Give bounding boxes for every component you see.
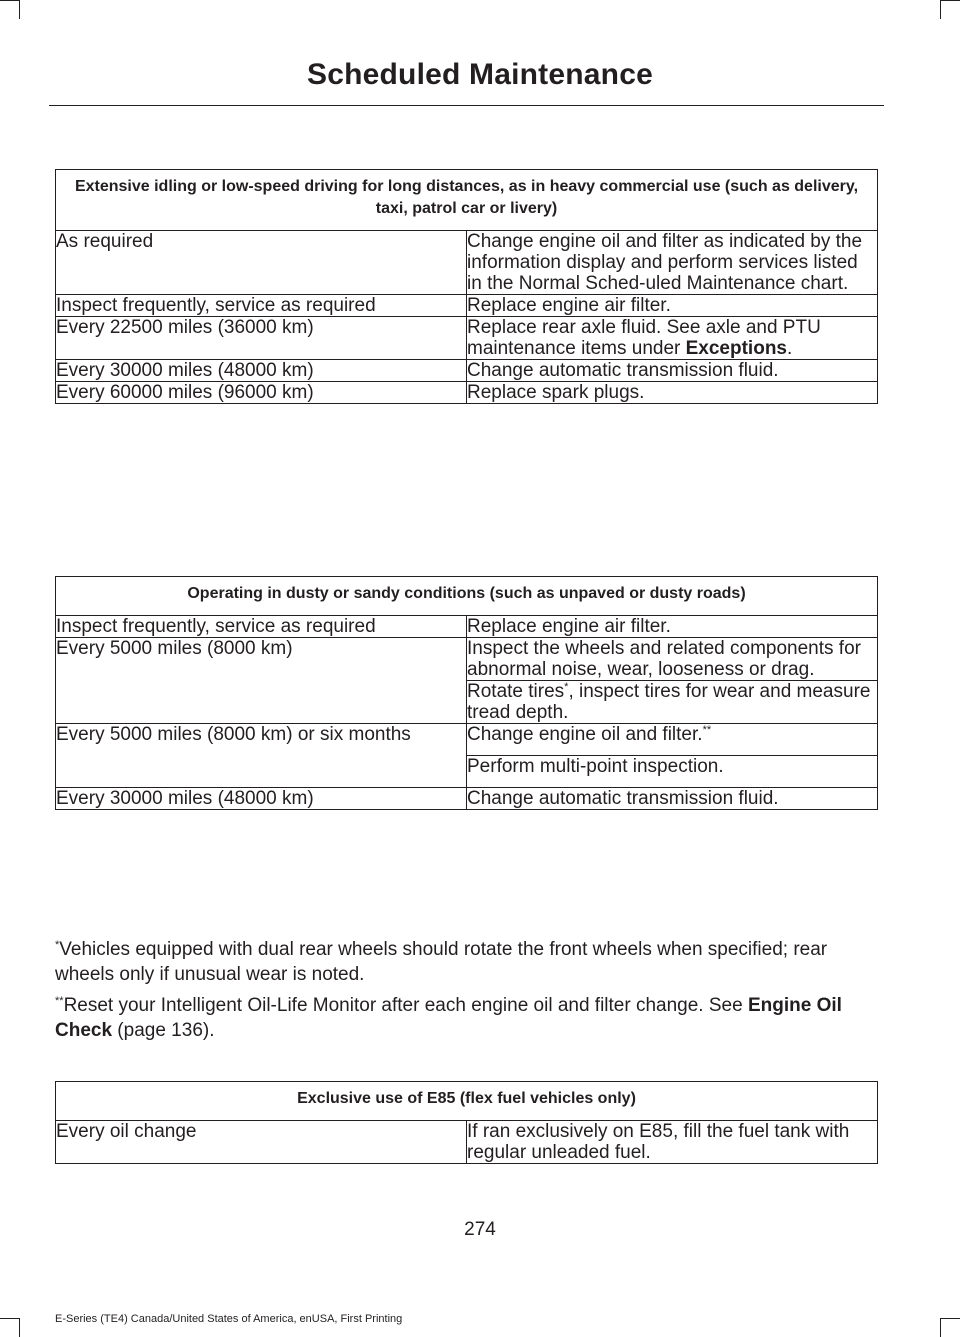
table-row [56,360,878,382]
action-cell [467,724,878,756]
action-text: Replace rear axle fluid. See axle and PTU maintenance items under [467,317,821,359]
action-text: . [787,338,793,359]
crop-mark [941,0,960,1]
action-text: , inspect tires for wear and measure tread depth. [467,681,871,723]
footer-text: E-Series (TE4) Canada/United States of America, enUSA, First Printing [55,1313,403,1325]
action-cell: Change automatic transmission fluid. [467,360,878,382]
interval-cell: Every 30000 miles (48000 km) [56,788,467,810]
table-row [56,231,878,295]
crop-mark [940,0,941,19]
exceptions-link[interactable]: Exceptions [685,338,787,359]
interval-cell: Inspect frequently, service as required [56,616,467,638]
interval-cell: Every 22500 miles (36000 km) [56,317,467,360]
action-text: Change engine oil and filter. [467,724,703,745]
action-cell: Inspect the wheels and related components for abnormal noise, wear, looseness or drag. [467,638,878,681]
header-rule [49,105,884,106]
footnote-marker: * [55,939,60,951]
table-title: Exclusive use of E85 (flex fuel vehicles only) [56,1082,878,1121]
crop-mark [0,1318,19,1319]
footnote-marker: * [564,681,569,693]
table-row [56,382,878,404]
table-row [56,616,878,638]
table-title: Extensive idling or low-speed driving for long distances, as in heavy commercial use (such as delivery, taxi, patrol car or livery) [56,170,878,231]
interval-cell: Every 5000 miles (8000 km) [56,638,467,724]
footnote-text: (page 136). [112,1020,215,1041]
footnote-text: Reset your Intelligent Oil-Life Monitor after each engine oil and filter change. See [63,995,748,1016]
table-row [56,295,878,317]
action-cell: Replace engine air filter. [467,616,878,638]
action-cell: Perform multi-point inspection. [467,756,878,788]
interval-cell: Every 30000 miles (48000 km) [56,360,467,382]
maintenance-table-dusty [55,576,878,810]
footnote-marker: ** [55,995,64,1007]
maintenance-table-e85 [55,1081,878,1164]
action-cell: Replace spark plugs. [467,382,878,404]
footnote [55,993,881,1043]
table-header-row [56,1082,878,1121]
footnote [55,937,881,987]
table-row [56,638,878,681]
crop-mark [941,1318,960,1319]
table-row [56,724,878,756]
table-title: Operating in dusty or sandy conditions (such as unpaved or dusty roads) [56,577,878,616]
table-header-row [56,577,878,616]
interval-cell: Every oil change [56,1121,467,1164]
action-cell [467,317,878,360]
table-row [56,788,878,810]
table-row [56,1121,878,1164]
interval-cell: Every 60000 miles (96000 km) [56,382,467,404]
footnote-text: Vehicles equipped with dual rear wheels should rotate the front wheels when specified; rear wheels only if unusual wear is noted. [55,939,828,985]
interval-cell: As required [56,231,467,295]
interval-cell: Every 5000 miles (8000 km) or six months [56,724,467,788]
engine-oil-check-link[interactable]: Engine Oil Check [55,995,842,1041]
action-text: Rotate tires [467,681,565,702]
crop-mark [19,0,20,19]
action-cell: Change engine oil and filter as indicated by the information display and perform services listed in the Normal Sched-uled Maintenance chart. [467,231,878,295]
action-cell [467,681,878,724]
action-cell: Change automatic transmission fluid. [467,788,878,810]
maintenance-table-idling [55,169,878,404]
crop-mark [19,1318,20,1337]
page-title: Scheduled Maintenance [307,58,653,91]
interval-cell: Inspect frequently, service as required [56,295,467,317]
action-cell: Replace engine air filter. [467,295,878,317]
crop-mark [940,1318,941,1337]
footnote-marker: ** [702,724,712,736]
page-number: 274 [464,1219,496,1240]
table-row [56,317,878,360]
action-cell: If ran exclusively on E85, fill the fuel tank with regular unleaded fuel. [467,1121,878,1164]
crop-mark [0,0,19,1]
table-header-row [56,170,878,231]
